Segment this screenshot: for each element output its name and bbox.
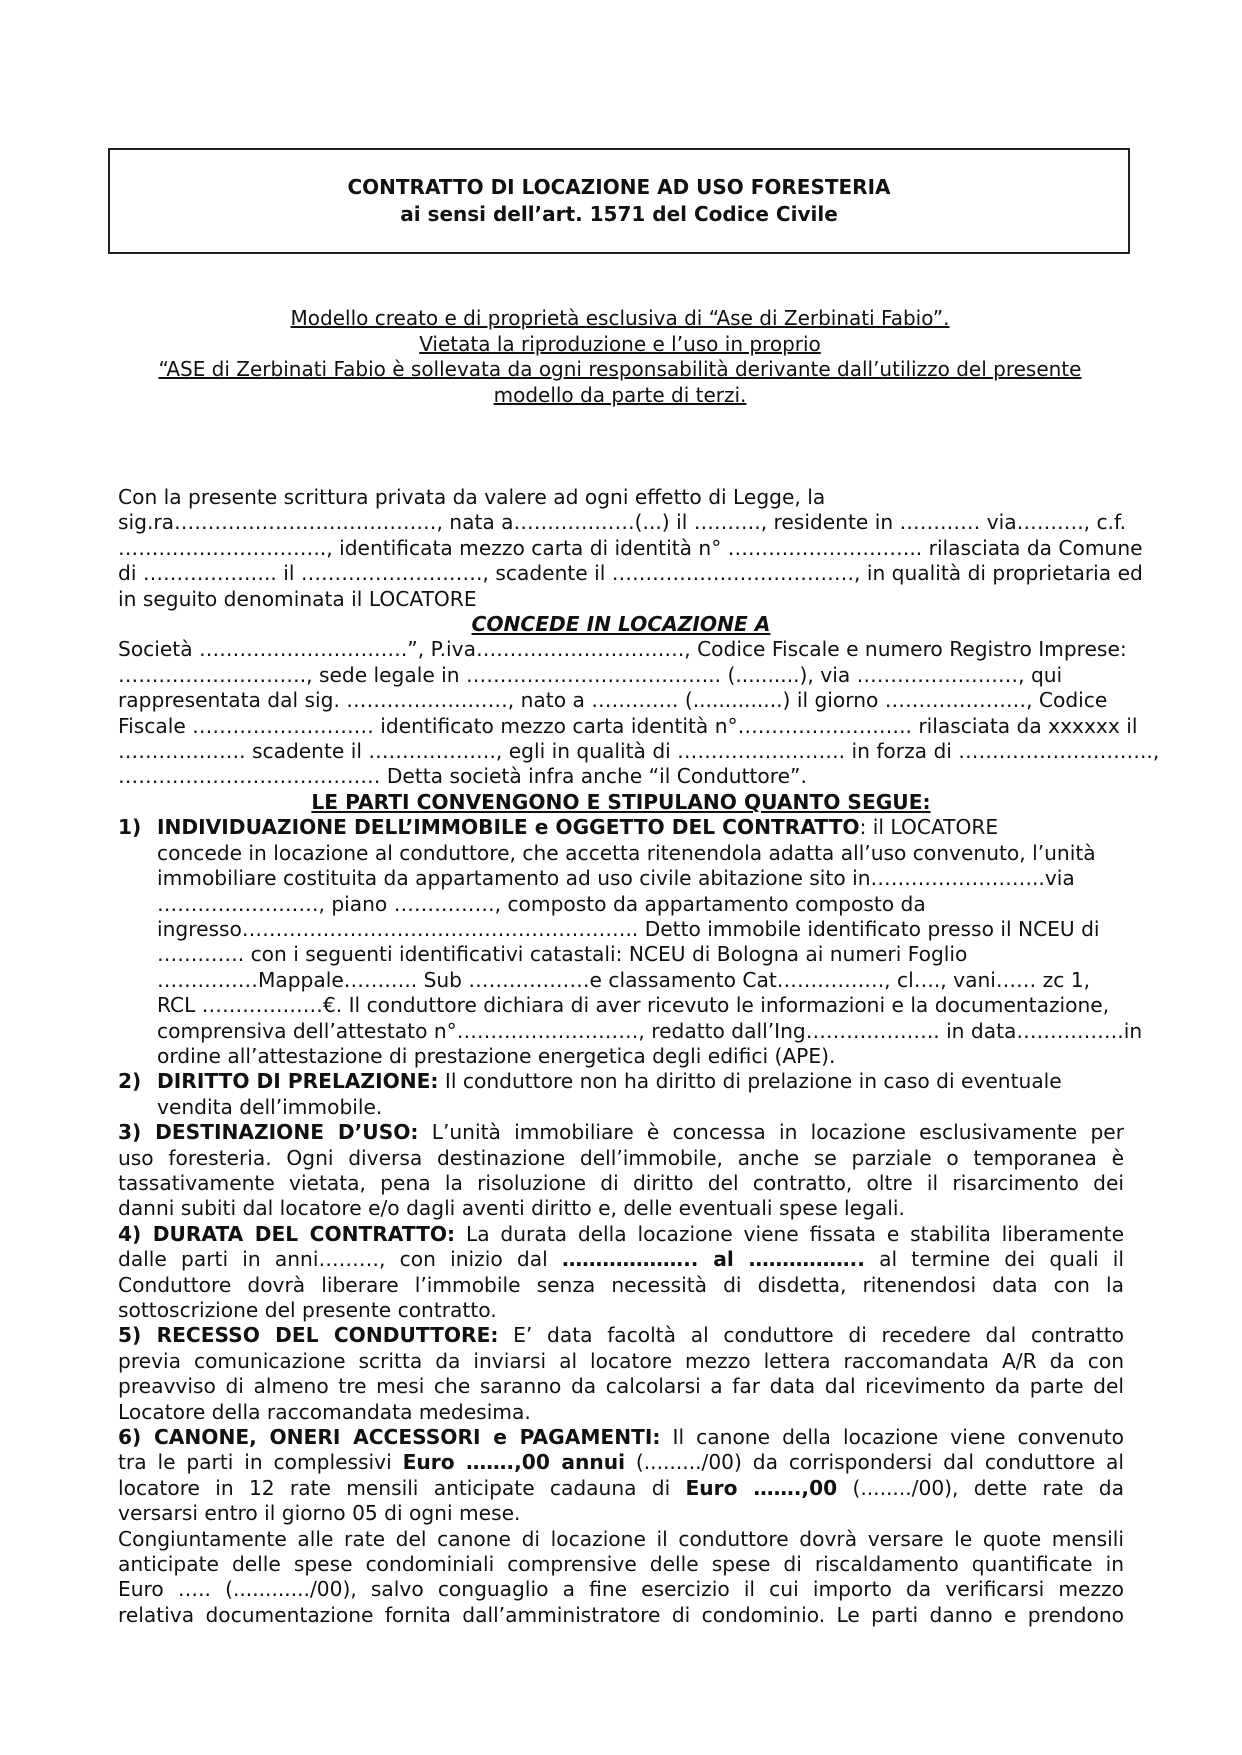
clause-line: comprensiva dell’attestato n°………………………, redatto dall’Ing……………….. in data…………….in (157, 1018, 1143, 1043)
clause-title: 4) DURATA DEL CONTRATTO: (118, 1221, 456, 1246)
company-line: rappresentata dal sig. ……………………, nato a …………. (..............) il giorno …………………, Codice (118, 688, 1108, 713)
notice-line-1: Modello creato e di proprietà esclusiva di “Ase di Zerbinati Fabio”. (290, 306, 950, 330)
clause-line: ……………Mappale……….. Sub ………………e classamento Cat……………., cl…., vani…… zc 1, (157, 967, 1091, 992)
clause-title: INDIVIDUAZIONE DELL’IMMOBILE e OGGETTO DEL CONTRATTO (157, 815, 860, 840)
clause-dates: ……………….. al …………….. (561, 1247, 865, 1272)
document-title: CONTRATTO DI LOCAZIONE AD USO FORESTERIA (347, 175, 891, 199)
clause-line: uso foresteria. Ogni diversa destinazione dell’immobile, anche se parziale o temporanea è (118, 1145, 1124, 1170)
clause-line: vendita dell’immobile. (157, 1094, 383, 1119)
clause-line: relativa documentazione fornita dall’amministratore di condominio. Le parti danno e prendono (118, 1602, 1124, 1627)
clause-text: : il LOCATORE (859, 815, 999, 840)
document-subtitle: ai sensi dell’art. 1571 del Codice Civile (400, 202, 838, 226)
intro-line: di ……………….. il ………………………, scadente il ………………………………, in qualità di proprietaria ed (118, 561, 1143, 586)
company-line: Fiscale ……………………… identificato mezzo carta identità n°…………………….. rilasciata da xxxxxx il (118, 713, 1138, 738)
intro-paragraph (118, 485, 1143, 612)
clause-line: Conduttore dovrà liberare l’immobile senza necessità di disdetta, ritenendosi data con la (118, 1272, 1124, 1297)
company-line: ………………………., sede legale in ……………………………….. (..........), via ……………………, qui (118, 662, 1063, 687)
clause-1 (118, 815, 1143, 1069)
company-paragraph (118, 637, 1160, 789)
clause-5 (118, 1323, 1124, 1425)
clause-line: immobiliare costituita da appartamento ad uso civile abitazione sito in……………………..via (157, 866, 1075, 891)
contract-body (118, 485, 1160, 1628)
parti-heading: LE PARTI CONVENGONO E STIPULANO QUANTO SEGUE: (311, 789, 931, 814)
clause-number: 1) (118, 815, 142, 840)
clause-line: anticipate delle spese condominiali comprensive delle spese di riscaldamento quantificate in (118, 1552, 1124, 1577)
clause-2 (118, 1069, 1124, 1120)
clause-line: ordine all’attestazione di prestazione energetica degli edifici (APE). (157, 1043, 836, 1068)
clause-line: previa comunicazione scritta da inviarsi al locatore mezzo lettera raccomandata A/R da con (118, 1348, 1124, 1373)
clause-line: Congiuntamente alle rate del canone di locazione il conduttore dovrà versare le quote mensili (118, 1526, 1124, 1551)
clause-line: tassativamente vietata, pena la risoluzione di diritto del contratto, oltre il risarcimento dei (118, 1170, 1124, 1195)
clause-line: ingresso………………………………………………….. Detto immobile identificato presso il NCEU di (157, 916, 1100, 941)
notice-line-3: “ASE di Zerbinati Fabio è sollevata da ogni responsabilità derivante dall’utilizzo del presente (158, 357, 1082, 381)
intro-line: Con la presente scrittura privata da valere ad ogni effetto di Legge, la (118, 485, 826, 509)
notice-line-2: Vietata la riproduzione e l’uso in proprio (419, 331, 821, 356)
intro-line: in seguito denominata il LOCATORE (118, 586, 477, 611)
clause-line: danni subiti dal locatore e/o dagli aventi diritto e, delle eventuali spese legali. (118, 1196, 905, 1221)
clause-title: DIRITTO DI PRELAZIONE: (157, 1069, 439, 1094)
clause-title: 6) CANONE, ONERI ACCESSORI e PAGAMENTI: (118, 1425, 661, 1450)
clause-line: ……………………, piano ……………, composto da appartamento composto da (157, 891, 926, 916)
clause-text: dalle parti in anni………, con inizio dal (118, 1247, 562, 1272)
clause-6 (118, 1425, 1124, 1628)
intro-line: sig.ra…………………………………, nata a………………(...) il ………., residente in ………… via………., c.f. (118, 510, 1127, 535)
clause-line: preavviso di almeno tre mesi che saranno da calcolarsi a far data dal ricevimento da parte del (118, 1374, 1124, 1399)
notice-line-4: modello da parte di terzi. (493, 382, 747, 407)
clause-4 (118, 1222, 1124, 1324)
clause-line: sottoscrizione del presente contratto. (118, 1298, 497, 1322)
company-line: Società ………………………….”, P.iva…………………………., Codice Fiscale e numero Registro Imprese: (118, 637, 1127, 662)
clause-number: 2) (118, 1069, 142, 1094)
clause-line: versarsi entro il giorno 05 di ogni mese. (118, 1501, 521, 1526)
clause-line: Locatore della raccomandata medesima. (118, 1399, 531, 1424)
copyright-notice (120, 306, 1120, 408)
clause-text: La durata della locazione viene fissata e stabilita liberamente (455, 1221, 1124, 1246)
clause-title: 3) DESTINAZIONE D’USO: (118, 1120, 419, 1145)
clause-line: Euro ….. (............/00), salvo conguaglio a fine esercizio il cui importo da verificarsi mezzo (118, 1577, 1124, 1602)
clause-amount: Euro …….,00 annui (402, 1450, 626, 1475)
clause-text: L’unità immobiliare è concessa in locazione esclusivamente per (418, 1120, 1124, 1145)
clause-text: Il canone della locazione viene convenuto (660, 1425, 1124, 1450)
clause-amount: Euro …….,00 (685, 1475, 838, 1500)
title-box (108, 148, 1130, 254)
clause-text: locatore in 12 rate mensili anticipate cadauna di (118, 1475, 686, 1500)
intro-line: …………………………., identificata mezzo carta di identità n° ……………………….. rilasciata da Comune (118, 535, 1143, 560)
clause-title: 5) RECESSO DEL CONDUTTORE: (118, 1323, 499, 1348)
clause-3 (118, 1120, 1124, 1222)
concede-heading: CONCEDE IN LOCAZIONE A (471, 612, 771, 637)
clause-line: concede in locazione al conduttore, che accetta ritenendola adatta all’uso convenuto, l’unità (157, 840, 1096, 865)
clause-line: …………. con i seguenti identificativi catastali: NCEU di Bologna ai numeri Foglio (157, 942, 968, 967)
clause-text: (........./00) da corrispondersi dal conduttore al (625, 1450, 1124, 1475)
clause-text: Il conduttore non ha diritto di prelazione in caso di eventuale (438, 1069, 1062, 1094)
clause-text: tra le parti in complessivi (118, 1450, 403, 1475)
clause-text: E’ data facoltà al conduttore di recedere dal contratto (498, 1323, 1124, 1348)
clause-text: al termine dei quali il (864, 1247, 1124, 1272)
company-line: ………………………………… Detta società infra anche “il Conduttore”. (118, 764, 807, 789)
company-line: ………………. scadente il ………………., egli in qualità di ……………………. in forza di ……………………….., (118, 739, 1160, 764)
clause-line: RCL ………………€. Il conduttore dichiara di aver ricevuto le informazioni e la documentazione, (157, 993, 1110, 1018)
clause-text: (......../00), dette rate da (837, 1475, 1124, 1500)
